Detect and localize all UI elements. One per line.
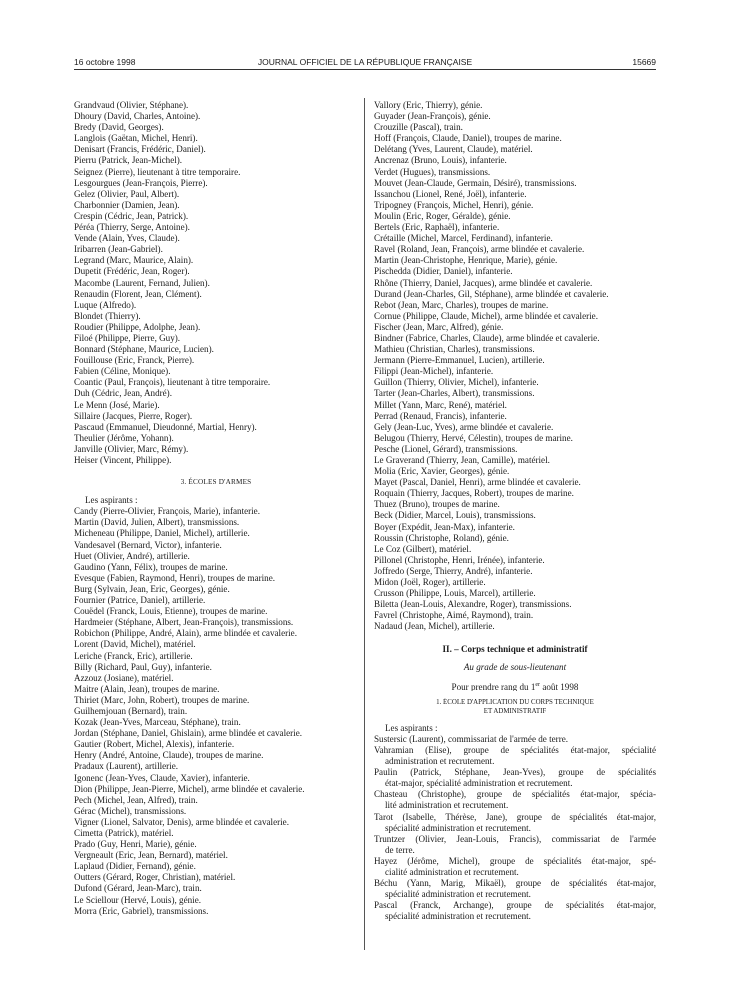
list-item: Iribarren (Jean-Gabriel). [74,244,163,255]
list-item: spécialité administration et recrutement. [385,911,531,922]
list-item: lité administration et recrutement. [385,800,509,811]
list-item: Gautier (Robert, Michel, Alexis), infanterie. [74,739,235,750]
list-item: Vende (Alain, Yves, Claude). [74,233,180,244]
rank-date-suffix: août 1998 [540,681,579,691]
rank-date-prefix: Pour prendre rang du 1 [451,681,536,691]
list-item: Igonenc (Jean-Yves, Claude, Xavier), infanterie. [74,772,250,783]
list-item: Theulier (Jérôme, Yohann). [74,432,174,443]
list-item: Durand (Jean-Charles, Gil, Stéphane), arme blindée et cavalerie. [374,288,609,299]
aspirants-label: Les aspirants : [85,495,138,506]
list-item: Heiser (Vincent, Philippe). [74,455,172,465]
list-item: Janville (Olivier, Marc, Rémy). [74,443,189,454]
list-item: Guilhemjouan (Bernard), train. [74,705,188,716]
list-item: Roussin (Christophe, Roland), génie. [374,532,509,543]
list-item: Delétang (Yves, Laurent, Claude), matériel. [374,144,533,155]
list-item: Robichon (Philippe, André, Alain), arme blindée et cavalerie. [74,628,297,639]
list-item: Crouzille (Pascal), train. [374,122,463,133]
list-item: Le Sciellour (Hervé, Louis), génie. [74,894,202,905]
list-item: Kozak (Jean-Yves, Marceau, Stéphane), train. [74,717,241,728]
list-item: Crespin (Cédric, Jean, Patrick). [74,210,189,221]
list-item: Denisart (Francis, Frédéric, Daniel). [74,144,206,155]
list-item: Jordan (Stéphane, Daniel, Ghislain), arme blindée et cavalerie. [74,728,303,739]
list-item: Henry (André, Antoine, Claude), troupes de marine. [74,750,264,761]
list-item: Guyader (Jean-François), génie. [374,111,491,122]
list-item: Dhoury (David, Charles, Antoine). [74,111,201,122]
list-item: Luque (Alfredo). [74,299,137,310]
name-list-aspirants-armes-continued [374,100,656,633]
list-item: Hoff (François, Claude, Daniel), troupes de marine. [374,133,562,144]
list-item: Thuez (Bruno), troupes de marine. [374,499,500,510]
list-item: Ancrenaz (Bruno, Louis), infanterie. [374,155,507,166]
list-item: Seignez (Pierre), lieutenant à titre temporaire. [74,166,241,177]
list-item: Billy (Richard, Paul, Guy), infanterie. [74,661,212,672]
list-item: Le Menn (José, Marie). [74,399,160,410]
name-list-aspirants-armes [74,506,358,916]
list-item: Verdet (Hugues), transmissions. [374,166,491,177]
list-item: Beck (Didier, Marcel, Louis), transmissions. [374,510,536,521]
list-item: Ravel (Roland, Jean, François), arme blindée et cavalerie. [374,244,585,255]
header-rule [74,69,656,70]
list-item: Martin (David, Julien, Albert), transmissions. [74,517,240,528]
list-item: Lesgourgues (Jean-François, Pierre). [74,177,208,188]
list-item: Guillon (Thierry, Olivier, Michel), infanterie. [374,377,539,388]
list-item: Bertels (Eric, Raphaël), infanterie. [374,222,500,233]
list-item: Renaudin (Florent, Jean, Clément). [74,288,202,299]
list-item: Boyer (Expédit, Jean-Max), infanterie. [374,521,515,532]
list-item: Cimetta (Patrick), matériel. [74,828,174,838]
list-item: cialité administration et recrutement. [385,867,519,877]
list-item: Paulin (Patrick, Stéphane, Jean-Yves), groupe de spécialités [374,767,656,778]
name-list-officers [74,100,358,466]
list-item: Issanchou (Lionel, René, Joël), infanterie. [374,188,527,199]
school-heading-line-2: ET ADMINISTRATIF [483,707,547,715]
list-item: Joffredo (Serge, Thierry, André), infanterie. [374,565,533,576]
list-item: Belugou (Thierry, Hervé, Célestin), troupes de marine. [374,432,573,443]
list-item: Roquain (Thierry, Jacques, Robert), troupes de marine. [374,488,574,499]
name-list-aspirants-technique [374,734,656,923]
list-item: Coantic (Paul, François), lieutenant à titre temporaire. [74,377,271,388]
list-item: Dion (Philippe, Jean-Pierre, Michel), arme blindée et cavalerie. [74,783,305,794]
list-item: Chasteau (Christophe), groupe de spécialités état-major, spécia- [374,789,656,800]
list-item: Bredy (David, Georges). [74,122,164,133]
list-item: Pascaud (Emmanuel, Dieudonné, Martial, Henry). [74,421,257,432]
list-item: Rhône (Thierry, Daniel, Jacques), arme blindée et cavalerie. [374,277,593,288]
list-item: Pech (Michel, Jean, Alfred), train. [74,794,198,805]
list-item: Gelez (Olivier, Paul, Albert). [74,188,180,199]
list-item: Huet (Olivier, André), artillerie. [74,550,190,561]
list-item: Crusson (Philippe, Louis, Marcel), artillerie. [374,588,536,599]
list-item: Molia (Eric, Xavier, Georges), génie. [374,466,510,477]
list-item: Tarot (Isabelle, Thérèse, Jane), groupe de spécialités état-major, [374,811,656,822]
header-title: JOURNAL OFFICIEL DE LA RÉPUBLIQUE FRANÇAISE [257,57,473,67]
section-heading-ecoles-armes: 3. ÉCOLES D'ARMES [180,478,252,487]
list-item: Vahramian (Elise), groupe de spécialités état-major, spécialité [374,744,656,755]
list-item: Pillonel (Christophe, Henri, Irénée), infanterie. [374,554,545,565]
list-item: Pascal (Franck, Archange), groupe de spécialités état-major, [374,900,656,911]
list-item: de terre. [385,844,415,855]
list-item: Dupetit (Frédéric, Jean, Roger). [74,266,190,277]
list-item: Béchu (Yann, Marig, Mikaël), groupe de spécialités état-major, [374,878,656,889]
list-item: Pradaux (Laurent), artillerie. [74,761,179,772]
list-item: Roudier (Philippe, Adolphe, Jean). [74,321,201,332]
right-column [374,100,656,922]
list-item: Leriche (Franck, Eric), artillerie. [74,650,193,661]
list-item: Fabien (Céline, Monique). [74,366,171,377]
list-item: Tripogney (François, Michel, Henri), génie. [374,199,534,210]
school-heading-line-1: 1. ÉCOLE D'APPLICATION DU CORPS TECHNIQUE [436,698,594,706]
list-item: Azzouz (Josiane), matériel. [74,672,174,683]
list-item: Le Graverand (Thierry, Jean, Camille), matériel. [374,455,550,465]
aspirants-label-technique: Les aspirants : [385,722,438,733]
list-item: Filoé (Philippe, Pierre, Guy). [74,332,181,343]
list-item: Burg (Sylvain, Jean, Eric, Georges), génie. [74,583,230,594]
left-column [74,100,358,917]
list-item: Filippi (Jean-Michel), infanterie. [374,366,494,377]
list-item: Vigner (Lionel, Salvator, Denis), arme blindée et cavalerie. [74,816,289,827]
list-item: Mathieu (Christian, Charles), transmissions. [374,344,535,355]
list-item: spécialité administration et recrutement. [385,889,531,900]
list-item: Crétaille (Michel, Marcel, Ferdinand), infanterie. [374,233,553,244]
list-item: Midon (Joël, Roger), artillerie. [374,577,486,588]
list-item: Vandesavel (Bernard, Victor), infanterie. [74,539,222,550]
list-item: Perrad (Renaud, Francis), infanterie. [374,410,507,421]
list-item: Micheneau (Philippe, Daniel, Michel), artillerie. [74,528,250,539]
list-item: Macombe (Laurent, Fernand, Julien). [74,277,210,288]
list-item: Jermann (Pierre-Emmanuel, Lucien), artillerie. [374,355,545,366]
list-item: Sustersic (Laurent), commissariat de l'armée de terre. [374,733,569,744]
column-divider [364,98,365,950]
list-item: Nadaud (Jean, Michel), artillerie. [374,621,495,632]
list-item: Evesque (Fabien, Raymond, Henri), troupes de marine. [74,572,276,583]
list-item: Laplaud (Didier, Fernand), génie. [74,861,196,872]
header-page-number: 15669 [632,57,656,67]
list-item: Le Coz (Gilbert), matériel. [374,543,472,554]
list-item: Blondet (Thierry). [74,310,141,321]
list-item: Fouillouse (Eric, Franck, Pierre). [74,355,195,366]
list-item: Moulin (Eric, Roger, Géralde), génie. [374,210,511,221]
list-item: Martin (Jean-Christophe, Henrique, Marie), génie. [374,255,558,266]
list-item: Couëdel (Franck, Louis, Etienne), troupes de marine. [74,606,268,617]
list-item: Pierru (Patrick, Jean-Michel). [74,155,183,166]
list-item: Fournier (Patrice, Daniel), artillerie. [74,595,206,606]
list-item: Favrel (Christophe, Aimé, Raymond), train. [374,610,534,621]
list-item: administration et recrutement. [385,756,495,767]
list-item: Morra (Eric, Gabriel), transmissions. [74,905,209,916]
list-item: Grandvaud (Olivier, Stéphane). [74,100,189,110]
list-item: Sillaire (Jacques, Pierre, Roger). [74,410,193,421]
list-item: Rebot (Jean, Marc, Charles), troupes de marine. [374,299,549,310]
list-item: Dufond (Gérard, Jean-Marc), train. [74,883,202,894]
list-item: Cornue (Philippe, Claude, Michel), arme blindée et cavalerie. [374,310,598,321]
list-item: Tarter (Jean-Charles, Albert), transmissions. [374,388,535,399]
list-item: Fischer (Jean, Marc, Alfred), génie. [374,321,504,332]
list-item: état-major, spécialité administration et recrutement. [385,778,573,789]
header-date: 16 octobre 1998 [74,57,136,67]
list-item: Mouvet (Jean-Claude, Germain, Désiré), transmissions. [374,177,577,188]
grade-heading: Au grade de sous-lieutenant [463,661,567,672]
list-item: Hayez (Jérôme, Michel), groupe de spécialités état-major, spé- [374,855,656,866]
list-item: Gely (Jean-Luc, Yves), arme blindée et cavalerie. [374,421,554,432]
list-item: Millet (Yann, Marc, René), matériel. [374,399,507,410]
list-item: Pischedda (Didier, Daniel), infanterie. [374,266,513,277]
list-item: Charbonnier (Damien, Jean). [74,199,180,210]
list-item: Prado (Guy, Henri, Marie), génie. [74,839,197,850]
section-heading-corps-technique: II. – Corps technique et administratif [442,643,588,654]
list-item: Thiriet (Marc, John, Robert), troupes de marine. [74,694,250,705]
list-item: Bonnard (Stéphane, Maurice, Lucien). [74,344,214,355]
rank-date-sup: er [535,681,541,688]
list-item: Biletta (Jean-Louis, Alexandre, Roger), transmissions. [374,599,572,610]
page-header [74,57,656,69]
list-item: Gaudino (Yann, Félix), troupes de marine. [74,561,228,572]
list-item: Mayet (Pascal, Daniel, Henri), arme blindée et cavalerie. [374,477,581,488]
list-item: Pesche (Lionel, Gérard), transmissions. [374,443,518,454]
list-item: Péréa (Thierry, Serge, Antoine). [74,222,190,233]
list-item: Duh (Cédric, Jean, André). [74,388,172,399]
list-item: Lorent (David, Michel), matériel. [74,639,196,650]
list-item: Truntzer (Olivier, Jean-Louis, Francis), commissariat de l'armée [374,833,656,844]
list-item: Langlois (Gaëtan, Michel, Henri). [74,133,198,144]
rank-date-line [374,680,656,691]
list-item: Candy (Pierre-Olivier, François, Marie), infanterie. [74,506,260,517]
list-item: Maitre (Alain, Jean), troupes de marine. [74,683,220,694]
list-item: Hardmeier (Stéphane, Albert, Jean-François), transmissions. [74,617,294,628]
list-item: spécialité administration et recrutement. [385,822,531,833]
list-item: Gérac (Michel), transmissions. [74,805,187,816]
list-item: Vallory (Eric, Thierry), génie. [374,100,483,110]
list-item: Outters (Gérard, Roger, Christian), matériel. [74,872,236,883]
list-item: Legrand (Marc, Maurice, Alain). [74,255,194,266]
list-item: Vergneault (Eric, Jean, Bernard), matériel. [74,850,228,861]
list-item: Bindner (Fabrice, Charles, Claude), arme blindée et cavalerie. [374,332,600,343]
